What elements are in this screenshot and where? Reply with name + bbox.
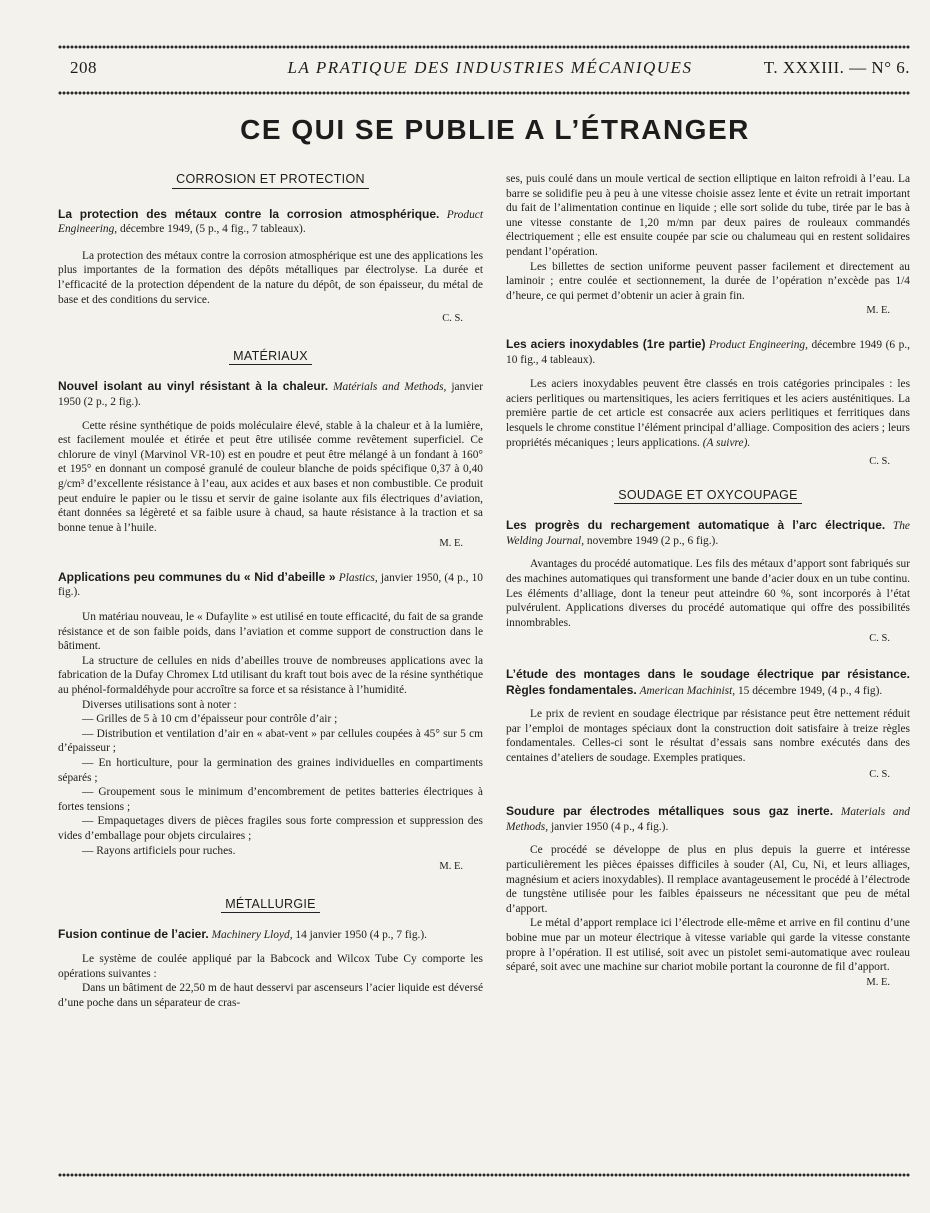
article-title: Soudure par électrodes métalliques sous gaz inerte. Materials and Methods, janvier 1950 (4 p., 4 fig.). (506, 804, 911, 833)
signature: C. S. (869, 456, 890, 468)
signature: C. S. (442, 313, 463, 325)
article-body: Les billettes de section uniforme peuvent passer facilement et directement au laminoir ; entre coulée et sectionnement, la durée de l’opération n’excède pas 1/4 d’heure, ce qui permet d’obtenir un acier à grain fin. (506, 260, 910, 302)
list-item: — Distribution et ventilation d’air en « abat-vent » par cellules coupées à 45° sur 5 cm d’épaisseur ; (58, 727, 483, 755)
section-heading-materiaux: MATÉRIAUX (229, 349, 312, 366)
article-body: La protection des métaux contre la corrosion atmosphérique est une des applications les plus importantes de la formation des dépôts métalliques par électrolyse. La durée et l’efficacité de la protection dépendent de la nature du dépôt, de son épaisseur, du métal de base et des conditions du service. (58, 249, 483, 306)
list-item: — Empaquetages divers de pièces fragiles sous forte compression et suppression des vides d’emballage pour objets circulaires ; (58, 815, 483, 842)
article-body: Les aciers inoxydables peuvent être classés en trois catégories principales : les aciers perlitiques ou martensitiques, les aciers ferritiques et les aciers austénitiques. La première partie de cet article est consacrée aux aciers perlitiques et ferritiques dans lesquels le chrome constitue l’élément principal d’alliage. Composition des aciers ; leurs propriétés mécaniques ; leurs applications. (A suivre). (506, 378, 910, 449)
article-body: Le système de coulée appliqué par la Babcock and Wilcox Tube Cy comporte les opérations suivantes : (58, 952, 483, 980)
page-number: 208 (70, 58, 97, 77)
page-title: CE QUI SE PUBLIE A L’ÉTRANGER (240, 114, 750, 145)
article-title: Les progrès du rechargement automatique à l’arc électrique. The Welding Journal, novembre 1949 (2 p., 6 fig.). (506, 518, 910, 547)
section-heading-metallurgie: MÉTALLURGIE (221, 897, 320, 914)
header-dotted-rule (58, 90, 910, 96)
volume-issue: T. XXXIII. — N° 6. (763, 58, 910, 77)
article-body: Dans un bâtiment de 22,50 m de haut desservi par ascenseurs l’acier liquide est déversé d’une poche dans un séparateur de cras- (58, 982, 483, 1009)
article-body: ses, puis coulé dans un moule vertical de section elliptique en laiton refroidi à l’eau. La barre se solidifie peu à peu à une vitesse choisie assez lente et évite un retrait important du fait de l’alimentation continue en liquide ; elle sort solide du tube, tirée par le bas à une vitesse constante de 1,20 m/mn par deux paires de rouleaux commandés électriquement ; elle est ensuite coupée par scie ou chalumeau qui en restent solidaires pendant l’opération. (506, 173, 910, 258)
article-title: Les aciers inoxydables (1re partie) Product Engineering, décembre 1949 (6 p., 10 fig., 4 tableaux). (506, 336, 910, 366)
article-body: Le prix de revient en soudage électrique par résistance peut être nettement réduit par l’emploi de montages spéciaux dont la construction doit satisfaire à treize règles fondamentales. Celles-ci sont le résultat d’essais sans nombre exécutés dans des centaines d’ateliers de soudage. Exemples pratiques. (506, 708, 910, 764)
left-column (58, 172, 483, 1010)
article-title: Applications peu communes du « Nid d’abeille » Plastics, janvier 1950, (4 p., 10 fig.). (58, 569, 484, 599)
signature: M. E. (866, 305, 890, 317)
article-body: Diverses utilisations sont à noter : (82, 698, 237, 711)
signature: M. E. (439, 861, 463, 873)
right-column (506, 172, 910, 990)
article-body: Ce procédé se développe de plus en plus depuis la guerre et intéresse particulièrement les pièces épaisses difficiles à souder (Al, Cu, Ni, et leurs alliages, magnésium et aciers inoxydables). Il remplace avantageusement le procédé à l’électrode de tungstène utilisée pour les faibles épaisseurs ne nécessitant que peu de métal d’apport. (506, 844, 910, 915)
bottom-dotted-rule (58, 1172, 910, 1178)
signature: C. S. (869, 633, 890, 645)
journal-title: LA PRATIQUE DES INDUSTRIES MÉCANIQUES (287, 58, 693, 77)
article-body: Cette résine synthétique de poids moléculaire élevé, stable à la chaleur et à la lumière, est facilement moulée et étirée et peut être utilisée comme revêtement superficiel. Ce chlorure de vinyl (Marvinol VR-10) est en poudre et peut être mélangé à un fondant à 160° et 195° en donnant un composé granulé de couleur blanche de poids spécifique 0,37 à 0,40 g/cm³ d’excellente résistance à l’eau, aux acides et aux bases et non combustible. Ce produit peut enduire le papier ou le tissu et servir de gaine isolante aux fils électriques d’aviation, étant données sa légèreté et sa faible usure à chaud, sa haute résistance à la traction et sa bonne tenue à l’huile. (58, 419, 483, 534)
article-body: Le métal d’apport remplace ici l’électrode elle-même et arrive en fil continu d’une bobine mue par un moteur électrique à vitesse variable qui garde la vitesse constante propre à l’opération. Il est utilisé, soit avec un pistolet semi-automatique avec rouleau séparé, soit avec une machine sur chariot mobile portant la couronne de fil d’apport. (506, 917, 910, 974)
signature: C. S. (869, 768, 890, 780)
list-item: — Grilles de 5 à 10 cm d’épaisseur pour contrôle d’air ; (82, 713, 338, 726)
article-title: Fusion continue de l’acier. Machinery Lloyd, 14 janvier 1950 (4 p., 7 fig.). (58, 927, 428, 942)
list-item: — Rayons artificiels pour ruches. (82, 844, 236, 857)
article-body: La structure de cellules en nids d’abeilles trouve de nombreuses applications avec la fabrication de la Dufay Chromex Ltd utilisant du kraft tout bois avec de la résine synthétique au phénol-formaldéhyde pour accroître sa force et sa résistance à l’humidité. (58, 654, 483, 697)
top-dotted-rule (58, 44, 910, 50)
article-title: Nouvel isolant au vinyl résistant à la chaleur. Matérials and Methods, janvier 1950 (2 p., 2 fig.). (58, 379, 483, 408)
signature: M. E. (439, 538, 463, 550)
section-heading-soudage: SOUDAGE ET OXYCOUPAGE (614, 488, 802, 505)
article-body: Avantages du procédé automatique. Les fils des métaux d’apport sont fabriqués sur des machines automatiques qui transforment une bande d’acier doux en un tube continu. Les éléments d’alliage, dont la teneur peut atteindre 60 %, sont incorporés à l’état pulvérulent. Applications diverses du procédé automatique qui offre des possibilités innombrables. (506, 558, 910, 629)
signature: M. E. (866, 976, 890, 988)
page-header (70, 58, 910, 82)
list-item: — Groupement sous le minimum d’encombrement de petites batteries électriques à fortes tensions ; (58, 786, 483, 813)
article-title: La protection des métaux contre la corrosion atmosphérique. Product Engineering, décembre 1949, (5 p., 4 fig., 7 tableaux). (58, 206, 483, 236)
article-title: L’étude des montages dans le soudage électrique par résistance. Règles fondamentales. American Machinist, 15 décembre 1949, (4 p., 4 fig). (506, 667, 910, 697)
article-body: Un matériau nouveau, le « Dufaylite » est utilisé en toute efficacité, du fait de sa grande résistance et de son faible poids, dans l’aviation et comme support de construction dans le bâtiment. (58, 611, 483, 653)
list-item: — En horticulture, pour la germination des graines individuelles en compartiments séparés ; (58, 757, 483, 784)
section-heading-corrosion: CORROSION ET PROTECTION (172, 172, 369, 189)
